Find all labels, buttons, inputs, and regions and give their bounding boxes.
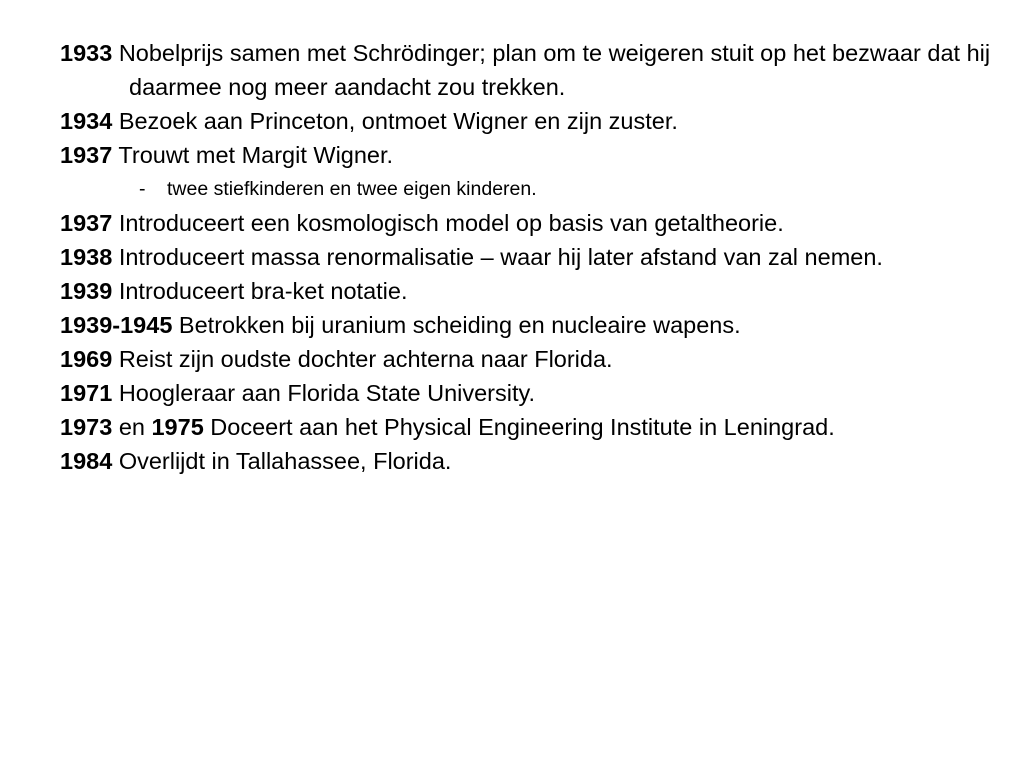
- entry-text: Doceert aan het Physical Engineering Institute in Leningrad.: [210, 414, 835, 440]
- timeline-entry: [60, 410, 1010, 444]
- entry-year: 1937: [60, 142, 113, 168]
- entry-text: Overlijdt in Tallahassee, Florida.: [118, 448, 452, 474]
- timeline-entry: [60, 308, 1010, 342]
- entry-year: 1973: [60, 414, 113, 440]
- timeline-entry: [60, 104, 1010, 138]
- entry-text: Hoogleraar aan Florida State University.: [118, 380, 536, 406]
- timeline-entry: [60, 274, 1010, 308]
- entry-year: 1971: [60, 380, 113, 406]
- entry-text: Betrokken bij uranium scheiding en nucleaire wapens.: [178, 312, 741, 338]
- entry-year: 1937: [60, 210, 113, 236]
- entry-year: 1969: [60, 346, 113, 372]
- subitem-text: twee stiefkinderen en twee eigen kinderen.: [167, 178, 537, 200]
- timeline-entry: [60, 36, 1010, 104]
- entry-year: 1933: [60, 40, 113, 66]
- entry-year: 1939-1945: [60, 312, 173, 338]
- subitem-dash: -: [139, 178, 146, 200]
- entry-year-second: 1975: [151, 414, 204, 440]
- timeline-entry: [60, 444, 1010, 478]
- entry-connector: en: [118, 414, 145, 440]
- timeline-entry: [60, 342, 1010, 376]
- entry-year: 1934: [60, 108, 113, 134]
- entry-year: 1984: [60, 448, 113, 474]
- entry-text: Introduceert bra-ket notatie.: [118, 278, 408, 304]
- timeline-list: [60, 36, 1010, 478]
- timeline-entry: [60, 240, 1010, 274]
- entry-text: Introduceert een kosmologisch model op basis van getaltheorie.: [118, 210, 784, 236]
- entry-year: 1938: [60, 244, 113, 270]
- entry-text: Reist zijn oudste dochter achterna naar Florida.: [118, 346, 613, 372]
- timeline-entry: [60, 138, 1010, 172]
- timeline-entry: [60, 206, 1010, 240]
- entry-text: Nobelprijs samen met Schrödinger; plan om te weigeren stuit op het bezwaar dat hij daarmee nog meer aandacht zou trekken.: [118, 40, 991, 100]
- entry-year: 1939: [60, 278, 113, 304]
- timeline-subitem: [60, 172, 1010, 206]
- entry-text: Introduceert massa renormalisatie – waar hij later afstand van zal nemen.: [118, 244, 883, 270]
- entry-text: Bezoek aan Princeton, ontmoet Wigner en zijn zuster.: [118, 108, 678, 134]
- entry-text: Trouwt met Margit Wigner.: [118, 142, 394, 168]
- timeline-entry: [60, 376, 1010, 410]
